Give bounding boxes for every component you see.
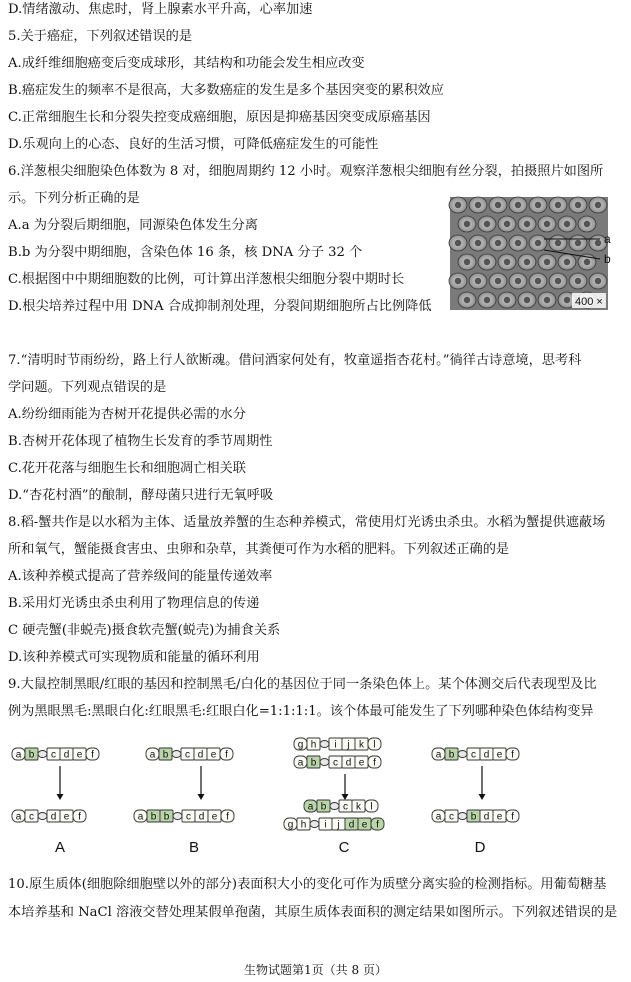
gene-label: d [50, 811, 57, 823]
cell-nucleus [515, 240, 521, 246]
magnification-label: 400 × [575, 296, 603, 308]
gene-label: b [320, 801, 327, 813]
option-label: A [54, 839, 66, 856]
gene-label: b [162, 749, 169, 761]
q7-option-b: B.杏树开花体现了植物生长发育的季节周期性 [8, 434, 273, 449]
cell-nucleus [475, 278, 481, 284]
centromere [173, 813, 182, 820]
gene-label: d [483, 749, 490, 761]
arrow-head [479, 794, 486, 800]
cell-nucleus [575, 202, 581, 208]
gene-label: c [51, 749, 56, 761]
cell-nucleus [575, 278, 581, 284]
gene-label: e [361, 819, 368, 831]
gene-label: c [449, 811, 454, 823]
gene-label: a [137, 811, 144, 823]
cell-nucleus [464, 297, 470, 303]
cell-nucleus [595, 240, 601, 246]
cell-nucleus [484, 259, 490, 265]
cell-nucleus [595, 202, 601, 208]
q5-option-a: A.成纤维细胞癌变后变成球形，其结构和功能会发生相应改变 [8, 56, 365, 71]
cell-nucleus [455, 202, 461, 208]
chromosome-b-after [134, 810, 234, 823]
q8-option-c: C 硬壳蟹(非蜕壳)摄食软壳蟹(蜕壳)为捕食关系 [8, 623, 281, 638]
gene-label: k [356, 801, 361, 813]
q6-option-d: D.根尖培养过程中用 DNA 合成抑制剂处理，分裂间期细胞所占比例降低 [8, 299, 432, 314]
option-label: C [338, 839, 350, 856]
gene-label: f [373, 757, 376, 769]
centromere [38, 751, 47, 758]
gene-label: c [471, 749, 476, 761]
chromosome-c-bottom-after [284, 818, 384, 831]
gene-label: f [376, 819, 379, 831]
gene-label: f [78, 811, 81, 823]
gene-label: j [337, 819, 340, 831]
gene-label: a [435, 811, 442, 823]
cell-nucleus [535, 202, 541, 208]
chromosome-figure [0, 732, 631, 870]
centromere [38, 813, 47, 820]
gene-label: b [310, 757, 317, 769]
option-label: D [474, 839, 486, 856]
q5-option-d: D.乐观向上的心态、良好的生活习惯，可降低癌症发生的可能性 [8, 137, 379, 152]
gene-label: e [496, 811, 503, 823]
question-9-stem-cont: 例为黑眼黑毛:黑眼白化:红眼黑毛:红眼白化=1:1:1:1。该个体最可能发生了下列哪种染色体结构变异 [8, 704, 594, 719]
gene-label: d [197, 749, 204, 761]
cell-nucleus [464, 259, 470, 265]
q6-option-c: C.根据图中中期细胞数的比例，可计算出洋葱根尖细胞分裂中期时长 [8, 272, 405, 287]
arrow-head [57, 794, 64, 800]
cell-nucleus [555, 278, 561, 284]
gene-label: a [435, 749, 442, 761]
q8-option-a: A.该种养模式提高了营养级间的能量传递效率 [8, 569, 273, 584]
gene-label: e [496, 749, 503, 761]
gene-label: b [448, 749, 455, 761]
q8-option-b: B.采用灯光诱虫杀虫利用了物理信息的传递 [8, 596, 260, 611]
gene-label: l [373, 739, 376, 751]
page-footer: 生物试题第1页（共 8 页） [244, 963, 387, 977]
cell-nucleus [504, 297, 510, 303]
gene-label: e [358, 757, 365, 769]
question-5-stem: 5.关于癌症，下列叙述错误的是 [8, 29, 193, 44]
gene-label: d [198, 811, 205, 823]
cell-nucleus [595, 278, 601, 284]
gene-label: b [150, 811, 157, 823]
cell-nucleus [455, 240, 461, 246]
cell-nucleus [535, 240, 541, 246]
question-10-stem-cont: 本培养基和 NaCl 溶液交替处理某假单孢菌，其原生质体表面积的测定结果如图所示。下列叙述错误的是 [8, 905, 618, 920]
gene-label: a [297, 757, 304, 769]
cell-nucleus [564, 297, 570, 303]
centromere [320, 759, 329, 766]
gene-label: a [307, 801, 314, 813]
chromosome-a-before [12, 748, 99, 761]
gene-label: c [29, 811, 34, 823]
cell-nucleus [544, 259, 550, 265]
cell-nucleus [495, 202, 501, 208]
chromosome-c-top-after [304, 800, 378, 813]
gene-label: a [15, 811, 22, 823]
gene-label: b [28, 749, 35, 761]
gene-label: f [225, 749, 228, 761]
cell-nucleus [564, 259, 570, 265]
gene-label: i [334, 739, 337, 751]
gene-label: i [324, 819, 327, 831]
gene-label: h [300, 819, 307, 831]
gene-label: c [343, 801, 348, 813]
centromere [458, 751, 467, 758]
cell-nucleus [535, 278, 541, 284]
centromere [172, 751, 181, 758]
gene-label: k [359, 739, 364, 751]
question-8-stem-cont: 所和氧气，蟹能摄食害虫、虫卵和杂草，其粪便可作为水稻的肥料。下列叙述正确的是 [8, 542, 510, 557]
q7-option-d: D.“杏花村酒”的酿制，酵母菌只进行无氧呼吸 [8, 488, 274, 503]
cell-nucleus [584, 221, 590, 227]
gene-label: d [345, 757, 352, 769]
micrograph-label-b: b [604, 252, 611, 266]
gene-label: f [226, 811, 229, 823]
q5-option-c: C.正常细胞生长和分裂失控变成癌细胞，原因是抑癌基因突变成原癌基因 [8, 110, 431, 125]
chromosome-c-top-before [294, 738, 381, 751]
chromosome-d-before [432, 748, 519, 761]
gene-label: f [511, 749, 514, 761]
cell-nucleus [524, 297, 530, 303]
gene-label: g [287, 819, 294, 831]
micrograph-figure [448, 196, 630, 312]
micrograph-label-a: a [604, 232, 611, 246]
cell-nucleus [555, 202, 561, 208]
gene-label: l [370, 801, 373, 813]
cell-nucleus [495, 240, 501, 246]
centromere [458, 813, 467, 820]
gene-label: c [186, 811, 191, 823]
gene-label: e [63, 811, 70, 823]
centromere [310, 821, 319, 828]
q7-option-a: A.纷纷细雨能为杏树开花提供必需的水分 [8, 407, 246, 422]
text-line: D.情绪激动、焦虑时，肾上腺素水平升高，心率加速 [8, 2, 313, 17]
gene-label: h [310, 739, 317, 751]
gene-label: j [347, 739, 350, 751]
arrow-head [342, 794, 349, 800]
chromosome-b-before [146, 748, 233, 761]
gene-label: a [149, 749, 156, 761]
gene-label: b [163, 811, 170, 823]
gene-label: f [511, 811, 514, 823]
q6-option-b: B.b 为分裂中期细胞，含染色体 16 条，核 DNA 分子 32 个 [8, 245, 363, 260]
question-9-stem: 9.大鼠控制黑眼/红眼的基因和控制黑毛/白化的基因位于同一条染色体上。某个体测交后代表现型及比 [8, 677, 597, 692]
cell-nucleus [475, 202, 481, 208]
chromosome-d-after [432, 810, 519, 823]
question-8-stem: 8.稻-蟹共作是以水稻为主体、适量放养蟹的生态种养模式，常使用灯光诱虫杀虫。水稻为蟹提供遮蔽场 [8, 515, 606, 530]
cell-nucleus [584, 259, 590, 265]
question-7-stem-cont: 学问题。下列观点错误的是 [8, 380, 167, 395]
cell-nucleus [484, 221, 490, 227]
question-7-stem: 7.“清明时节雨纷纷，路上行人欲断魂。借问酒家何处有，牧童遥指杏花村。”徜徉古诗意境，思考科 [8, 353, 582, 368]
question-6-stem: 6.洋葱根尖细胞染色体数为 8 对，细胞周期约 12 小时。观察洋葱根尖细胞有丝分裂，拍摄照片如图所 [8, 164, 604, 179]
cell-nucleus [484, 297, 490, 303]
chromosome-a-after [12, 810, 86, 823]
cell-nucleus [495, 278, 501, 284]
gene-label: e [76, 749, 83, 761]
gene-label: c [185, 749, 190, 761]
question-10-stem: 10.原生质体(细胞除细胞壁以外的部分)表面积大小的变化可作为质壁分离实验的检测指标。用葡萄糖基 [8, 877, 607, 892]
q8-option-d: D.该种养模式可实现物质和能量的循环利用 [8, 650, 260, 665]
cell-nucleus [564, 221, 570, 227]
cell-nucleus [515, 202, 521, 208]
gene-label: d [63, 749, 70, 761]
gene-label: d [483, 811, 490, 823]
gene-label: b [470, 811, 477, 823]
q6-option-a: A.a 为分裂后期细胞，同源染色体发生分离 [8, 218, 258, 233]
centromere [320, 741, 329, 748]
cell-nucleus [504, 221, 510, 227]
gene-label: f [91, 749, 94, 761]
cell-nucleus [555, 240, 561, 246]
gene-label: a [15, 749, 22, 761]
gene-label: d [348, 819, 355, 831]
gene-label: g [297, 739, 304, 751]
cell-nucleus [455, 278, 461, 284]
cell-nucleus [524, 221, 530, 227]
cell-nucleus [524, 259, 530, 265]
cell-nucleus [544, 297, 550, 303]
q7-option-c: C.花开花落与细胞生长和细胞凋亡相关联 [8, 461, 246, 476]
cell-nucleus [464, 221, 470, 227]
chromosome-c-bottom-before [294, 756, 381, 769]
option-label: B [188, 839, 200, 856]
cell-nucleus [575, 240, 581, 246]
gene-label: e [210, 749, 217, 761]
gene-label: e [211, 811, 218, 823]
cell-nucleus [504, 259, 510, 265]
arrow-head [198, 794, 205, 800]
gene-label: c [333, 757, 338, 769]
cell-nucleus [515, 278, 521, 284]
cell-nucleus [544, 221, 550, 227]
cell-nucleus [475, 240, 481, 246]
q5-option-b: B.癌症发生的频率不是很高，大多数癌症的发生是多个基因突变的累积效应 [8, 83, 444, 98]
question-6-stem-cont: 示。下列分析正确的是 [8, 191, 140, 206]
centromere [330, 803, 339, 810]
